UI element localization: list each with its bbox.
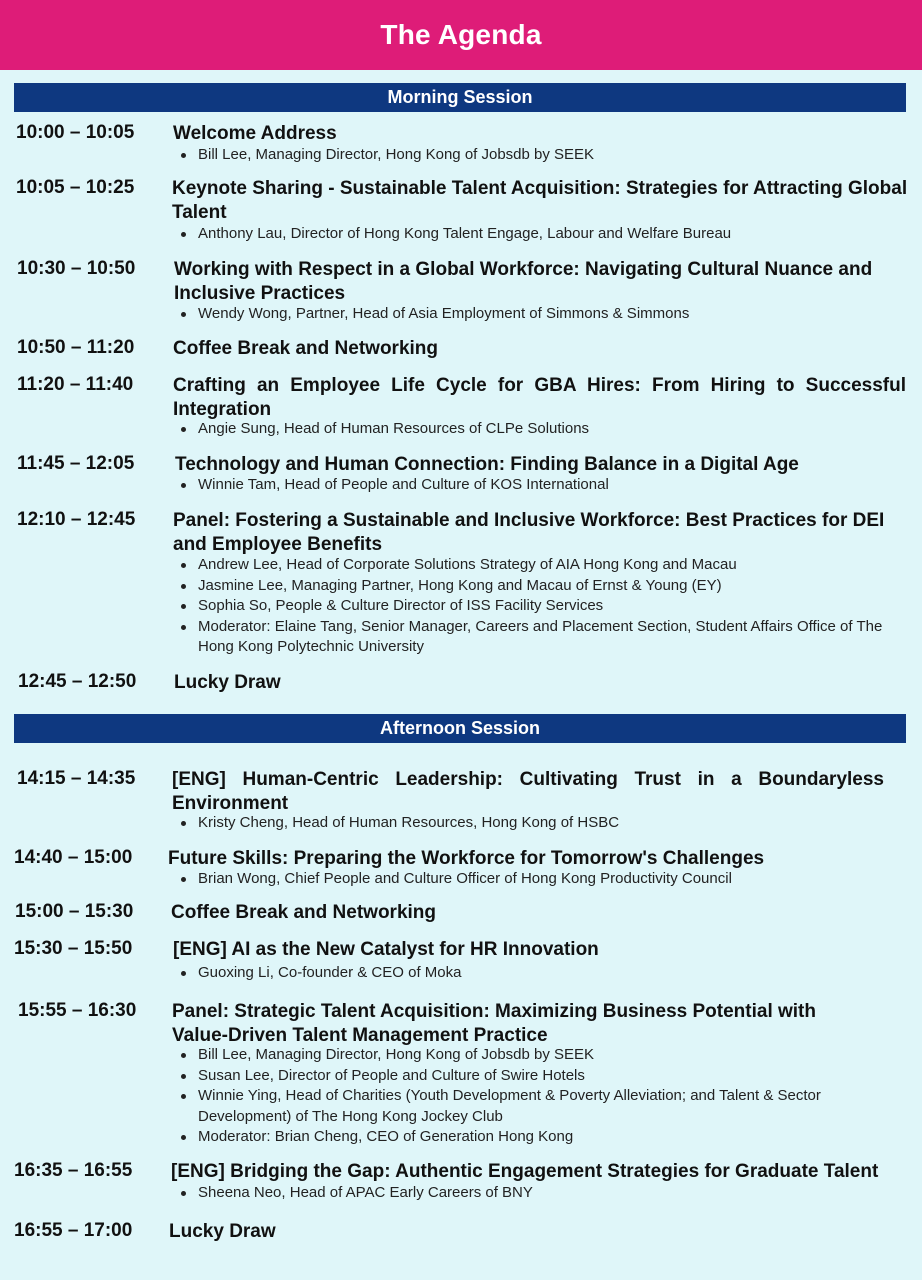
item-time: 10:00 – 10:05 (16, 122, 135, 143)
item-title: [ENG] Human-Centric Leadership: Cultivating Trust in a Boundaryless Environment (172, 769, 884, 814)
morning-session-bar: Morning Session (14, 83, 906, 112)
item-title: [ENG] Bridging the Gap: Authentic Engagement Strategies for Graduate Talent (171, 1161, 879, 1182)
item-title: Coffee Break and Networking (171, 902, 436, 923)
speaker: Brian Wong, Chief People and Culture Officer of Hong Kong Productivity Council (178, 869, 898, 890)
speaker: Moderator: Elaine Tang, Senior Manager, Careers and Placement Section, Student Affairs Office of The Hong Kong Polytechnic University (178, 617, 898, 658)
speaker: Sophia So, People & Culture Director of ISS Facility Services (178, 596, 898, 617)
item-time: 12:45 – 12:50 (18, 671, 137, 692)
item-time: 14:40 – 15:00 (14, 847, 133, 868)
speaker: Kristy Cheng, Head of Human Resources, Hong Kong of HSBC (178, 813, 898, 834)
speaker: Anthony Lau, Director of Hong Kong Talent Engage, Labour and Welfare Bureau (178, 224, 898, 245)
speaker: Moderator: Brian Cheng, CEO of Generation Hong Kong (178, 1127, 898, 1148)
item-time: 11:20 – 11:40 (17, 374, 134, 395)
speaker: Jasmine Lee, Managing Partner, Hong Kong and Macau of Ernst & Young (EY) (178, 576, 898, 597)
item-title: Coffee Break and Networking (173, 338, 438, 359)
item-time: 12:10 – 12:45 (17, 509, 136, 530)
afternoon-session-bar: Afternoon Session (14, 714, 906, 743)
speaker: Wendy Wong, Partner, Head of Asia Employment of Simmons & Simmons (178, 304, 898, 325)
item-title: Welcome Address (173, 123, 337, 144)
speaker-list (178, 475, 898, 496)
speaker-list (178, 419, 898, 440)
speaker-list (178, 813, 898, 834)
item-time: 14:15 – 14:35 (17, 768, 136, 789)
speaker-list (178, 1183, 898, 1204)
speaker: Andrew Lee, Head of Corporate Solutions Strategy of AIA Hong Kong and Macau (178, 555, 898, 576)
item-time: 16:55 – 17:00 (14, 1220, 133, 1241)
item-time: 15:55 – 16:30 (18, 1000, 137, 1021)
speaker-list (178, 224, 898, 245)
item-time: 11:45 – 12:05 (17, 453, 135, 474)
item-time: 10:05 – 10:25 (16, 177, 135, 198)
page-title: The Agenda (380, 19, 542, 50)
item-time: 15:30 – 15:50 (14, 938, 133, 959)
item-title: Technology and Human Connection: Finding Balance in a Digital Age (175, 454, 799, 475)
speaker-list (178, 1045, 898, 1148)
speaker: Winnie Tam, Head of People and Culture of KOS International (178, 475, 898, 496)
item-title: Crafting an Employee Life Cycle for GBA Hires: From Hiring to Successful Integration (173, 375, 906, 420)
item-time: 10:30 – 10:50 (17, 258, 136, 279)
agenda-header (0, 0, 922, 70)
item-time: 16:35 – 16:55 (14, 1160, 133, 1181)
speaker: Angie Sung, Head of Human Resources of CLPe Solutions (178, 419, 898, 440)
item-title: [ENG] AI as the New Catalyst for HR Innovation (173, 939, 599, 960)
item-title: Panel: Strategic Talent Acquisition: Maximizing Business Potential with Value-Driven Talent Management Practice (172, 1001, 816, 1046)
item-title: Future Skills: Preparing the Workforce for Tomorrow's Challenges (168, 848, 765, 869)
speaker: Susan Lee, Director of People and Culture of Swire Hotels (178, 1066, 898, 1087)
speaker: Sheena Neo, Head of APAC Early Careers of BNY (178, 1183, 898, 1204)
speaker-list (178, 963, 898, 984)
speaker: Bill Lee, Managing Director, Hong Kong of Jobsdb by SEEK (178, 1045, 898, 1066)
item-title: Keynote Sharing - Sustainable Talent Acquisition: Strategies for Attracting Global Talent (172, 178, 908, 223)
item-title: Working with Respect in a Global Workforce: Navigating Cultural Nuance and Inclusive Practices (174, 259, 873, 304)
item-title: Lucky Draw (169, 1221, 276, 1242)
speaker: Guoxing Li, Co-founder & CEO of Moka (178, 963, 898, 984)
speaker: Winnie Ying, Head of Charities (Youth Development & Poverty Alleviation; and Talent & Sector Development) of The Hong Kong Jockey Club (178, 1086, 898, 1127)
speaker-list (178, 869, 898, 890)
item-time: 10:50 – 11:20 (17, 337, 135, 358)
item-title: Lucky Draw (174, 672, 281, 693)
item-title: Panel: Fostering a Sustainable and Inclusive Workforce: Best Practices for DEI and Employee Benefits (173, 510, 885, 555)
speaker: Bill Lee, Managing Director, Hong Kong of Jobsdb by SEEK (178, 145, 898, 166)
speaker-list (178, 555, 898, 658)
item-time: 15:00 – 15:30 (15, 901, 134, 922)
speaker-list (178, 145, 898, 166)
speaker-list (178, 304, 898, 325)
